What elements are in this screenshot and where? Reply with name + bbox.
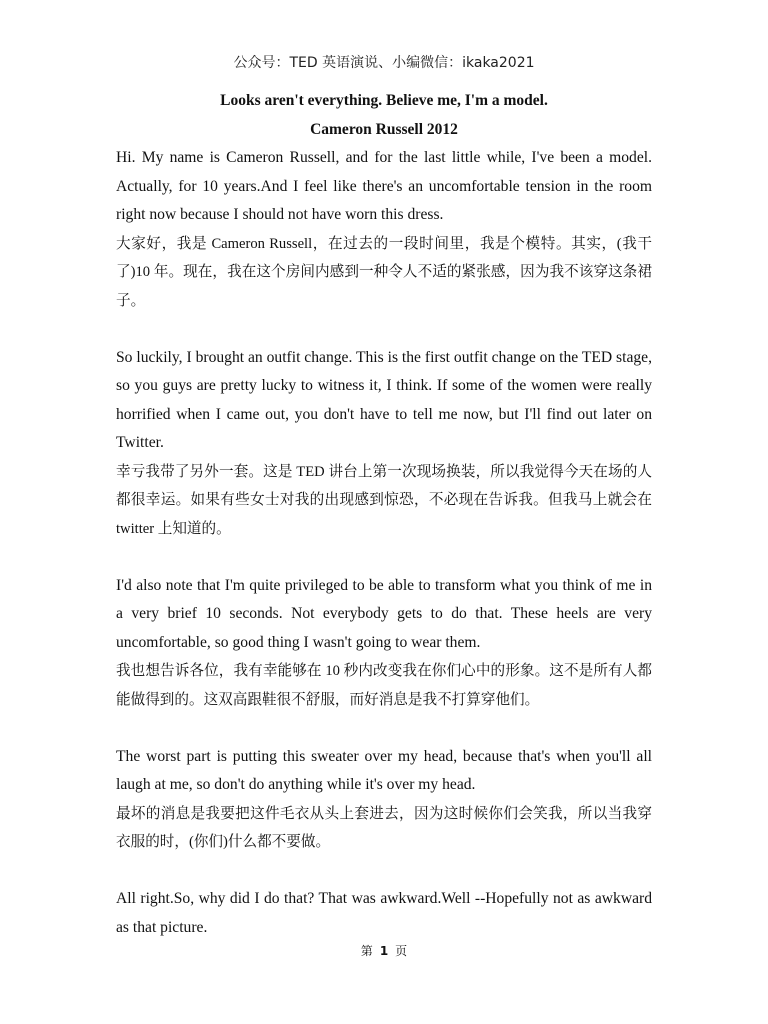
paragraph-gap [116, 315, 652, 344]
page-title: Looks aren't everything. Believe me, I'm a model. [220, 92, 548, 109]
paragraph-english: The worst part is putting this sweater over my head, because that's when you'll all laugh at me, so don't do anything while it's over my head. [116, 747, 652, 793]
paragraph-gap [116, 857, 652, 886]
paragraph-chinese: 我也想告诉各位，我有幸能够在 10 秒内改变我在你们心中的形象。这不是所有人都能做得到的。这双高跟鞋很不舒服，而好消息是我不打算穿他们。 [116, 663, 652, 708]
page-footer [0, 942, 768, 959]
transcript-body [116, 144, 652, 942]
page-header: 公众号：TED 英语演说、小编微信：ikaka2021 [233, 55, 535, 71]
paragraph-english: I'd also note that I'm quite privileged to be able to transform what you think of me in a very brief 10 seconds. Not everybody gets to do that. These heels are very uncomfortable, so good thing I wasn't going to wear them. [116, 576, 652, 651]
paragraph-chinese: 幸亏我带了另外一套。这是 TED 讲台上第一次现场换装，所以我觉得今天在场的人都很幸运。如果有些女士对我的出现感到惊恐，不必现在告诉我。但我马上就会在 twitter 上知道的。 [116, 463, 652, 537]
page-number: 1 [379, 944, 389, 958]
page-number-suffix: 页 [395, 944, 408, 958]
page-subtitle: Cameron Russell 2012 [310, 121, 458, 138]
paragraph-gap [116, 714, 652, 743]
paragraph-chinese: 最坏的消息是我要把这件毛衣从头上套进去，因为这时候你们会笑我，所以当我穿衣服的时，(你们)什么都不要做。 [116, 805, 652, 850]
paragraph-gap [116, 543, 652, 572]
page-number-prefix: 第 [360, 944, 373, 958]
paragraph-english: Hi. My name is Cameron Russell, and for the last little while, I've been a model. Actually, for 10 years.And I feel like there's an uncomfortable tension in the room right now because I should not have worn this dress. [116, 149, 652, 223]
paragraph-english: All right.So, why did I do that? That was awkward.Well --Hopefully not as awkward as that picture. [116, 890, 652, 936]
paragraph-chinese: 大家好，我是 Cameron Russell，在过去的一段时间里，我是个模特。其实，(我干了)10 年。现在，我在这个房间内感到一种令人不适的紧张感，因为我不该穿这条裙子。 [116, 235, 652, 309]
paragraph-english: So luckily, I brought an outfit change. This is the first outfit change on the TED stage, so you guys are pretty lucky to witness it, I think. If some of the women were really horrified when I came out, you don't have to tell me now, but I'll find out later on Twitter. [116, 348, 652, 451]
